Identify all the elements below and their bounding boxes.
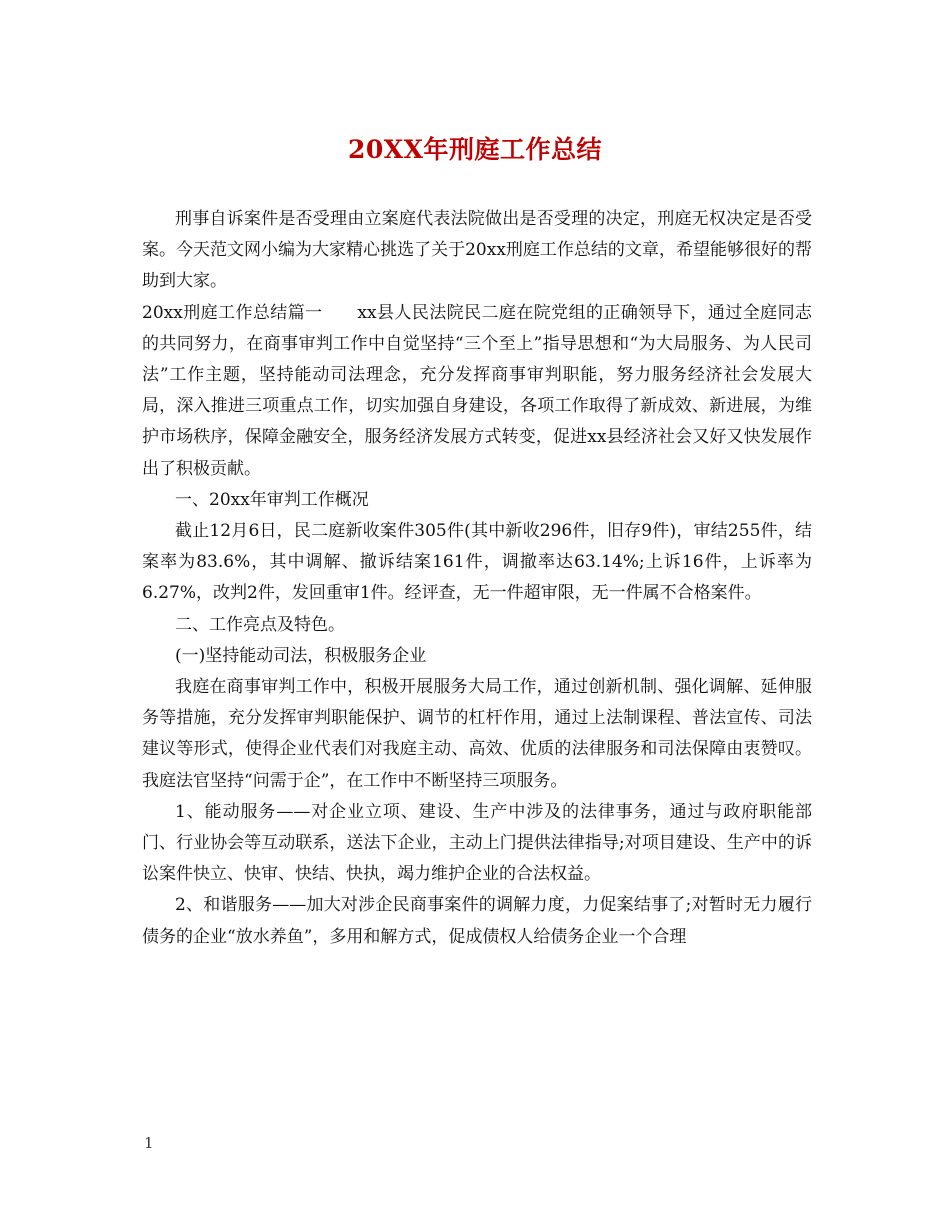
paragraph-service-overview: 我庭在商事审判工作中，积极开展服务大局工作，通过创新机制、强化调解、延伸服务等措施，充分发挥审判职能保护、调节的杠杆作用，通过上法制课程、普法宣传、司法建议等形式，使得企业代表们对我庭主动、高效、优质的法律服务和司法保障由衷赞叹。我庭法官坚持“问需于企”，在工作中不断坚持三项服务。	[142, 677, 812, 791]
heading-subsection-one: (一)坚持能动司法，积极服务企业	[175, 645, 427, 666]
document-body	[142, 204, 812, 953]
paragraph-intro: 刑事自诉案件是否受理由立案庭代表法院做出是否受理的决定，刑庭无权决定是否受案。今天范文网小编为大家精心挑选了关于20xx刑庭工作总结的文章，希望能够很好的帮助到大家。	[142, 209, 812, 292]
paragraph-statistics: 截止12月6日，民二庭新收案件305件(其中新收296件，旧存9件)，审结255件，结案率为83.6%，其中调解、撤诉结案161件，调撤率达63.14%;上诉16件，上诉率为6.27%，改判2件，发回重审1件。经评查，无一件超审限，无一件属不合格案件。	[142, 521, 812, 604]
heading-section-one: 一、20xx年审判工作概况	[175, 489, 369, 510]
heading-section-two: 二、工作亮点及特色。	[175, 614, 345, 635]
paragraph-harmonious-service: 2、和谐服务——加大对涉企民商事案件的调解力度，力促案结事了;对暂时无力履行债务的企业“放水养鱼”，多用和解方式，促成债权人给债务企业一个合理	[142, 895, 812, 947]
paragraph-article-one: 20xx刑庭工作总结篇一 xx县人民法院民二庭在院党组的正确领导下，通过全庭同志的共同努力，在商事审判工作中自觉坚持“三个至上”指导思想和“为大局服务、为人民司法”工作主题，坚持能动司法理念，充分发挥商事审判职能，努力服务经济社会发展大局，深入推进三项重点工作，切实加强自身建设，各项工作取得了新成效、新进展，为维护市场秩序，保障金融安全，服务经济发展方式转变，促进xx县经济社会又好又快发展作出了积极贡献。	[142, 302, 812, 479]
document-title: 20XX年刑庭工作总结	[347, 135, 603, 164]
page-number: 1	[144, 1134, 154, 1152]
paragraph-proactive-service: 1、能动服务——对企业立项、建设、生产中涉及的法律事务，通过与政府职能部门、行业协会等互动联系，送法下企业，主动上门提供法律指导;对项目建设、生产中的诉讼案件快立、快审、快结、快执，竭力维护企业的合法权益。	[142, 801, 812, 885]
